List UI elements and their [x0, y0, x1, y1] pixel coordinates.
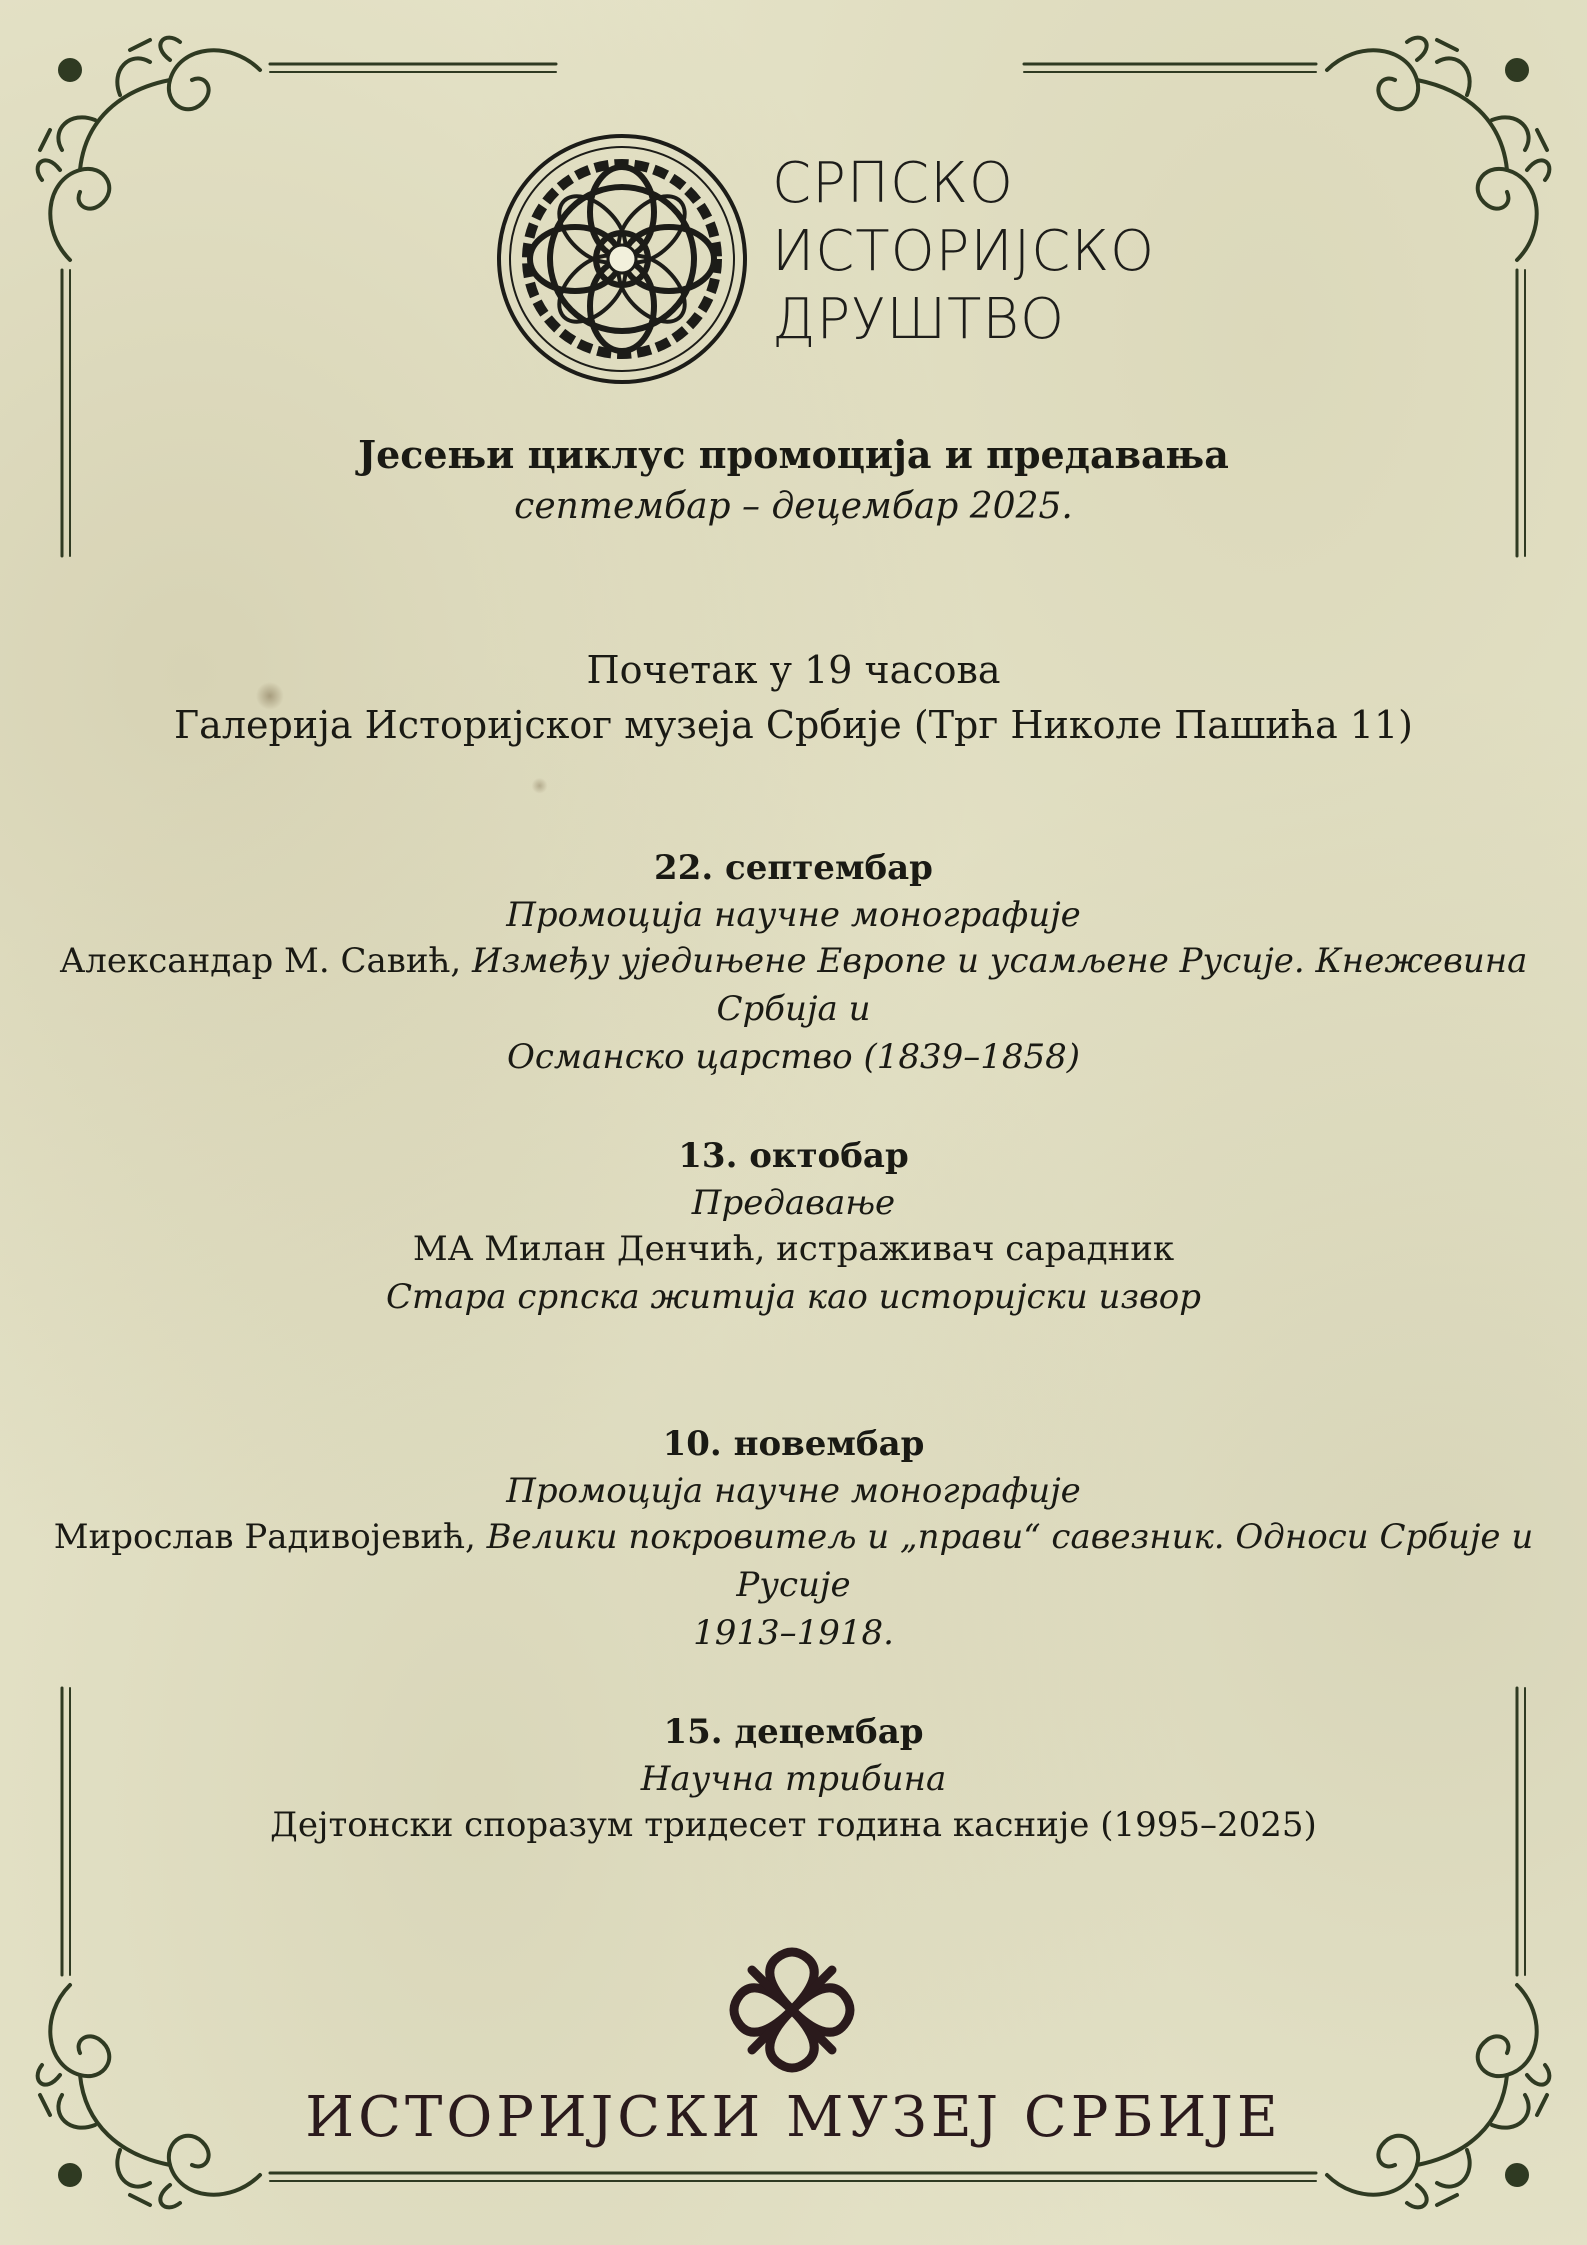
venue-location: Галерија Историјског музеја Србије (Трг Николе Пашића 11): [174, 703, 1413, 747]
event-1-book-title-line1: Између уједињене Европе и усамљене Русије. Кнежевина Србија и: [472, 941, 1528, 1029]
society-name-line3: ДРУШТВО: [772, 287, 1066, 352]
society-name-line2: ИСТОРИЈСКО: [772, 219, 1156, 284]
event-3-type: Промоција научне монографије: [506, 1471, 1081, 1511]
event-3-book-title-line1: Велики покровитељ и „прави“ савезник. Односи Србије и Русије: [486, 1517, 1534, 1605]
event-4-date: 15. децембар: [663, 1712, 924, 1752]
museum-name: ИСТОРИЈСКИ МУЗЕЈ СРБИЈЕ: [305, 2085, 1282, 2150]
cycle-dates: септембар – децембар 2025.: [514, 486, 1073, 527]
event-2-lecture-title: Стара српска житија као историјски извор: [385, 1277, 1202, 1317]
celtic-knot-seal-icon: [495, 132, 749, 386]
event-2-date: 13. октобар: [678, 1136, 909, 1176]
event-3-author: Мирослав Радивојевић,: [53, 1517, 487, 1557]
event-1-type: Промоција научне монографије: [506, 895, 1081, 935]
event-4-tribune-title: Дејтонски споразум тридесет година касније (1995–2025): [270, 1805, 1317, 1845]
event-2-type: Предавање: [691, 1183, 896, 1223]
event-1-date: 22. септембар: [654, 848, 933, 888]
museum-knot-emblem-icon: [722, 1940, 862, 2080]
event-3-title: [0, 1513, 1587, 1657]
cycle-title: Јесењи циклус промоција и предавања: [358, 432, 1229, 477]
event-3-book-title-line2: 1913–1918.: [693, 1613, 894, 1653]
society-name: [772, 150, 1156, 354]
start-time: Почетак у 19 часова: [586, 648, 1001, 692]
event-1-title: [0, 937, 1587, 1081]
event-1-book-title-line2: Османско царство (1839–1858): [506, 1037, 1081, 1077]
event-1-author: Александар М. Савић,: [59, 941, 473, 981]
event-2-speaker: МА Милан Денчић, истраживач сарадник: [412, 1229, 1175, 1269]
event-3-date: 10. новембар: [662, 1424, 925, 1464]
society-name-line1: СРПСКО: [772, 151, 1014, 216]
event-4-type: Научна трибина: [640, 1759, 947, 1799]
